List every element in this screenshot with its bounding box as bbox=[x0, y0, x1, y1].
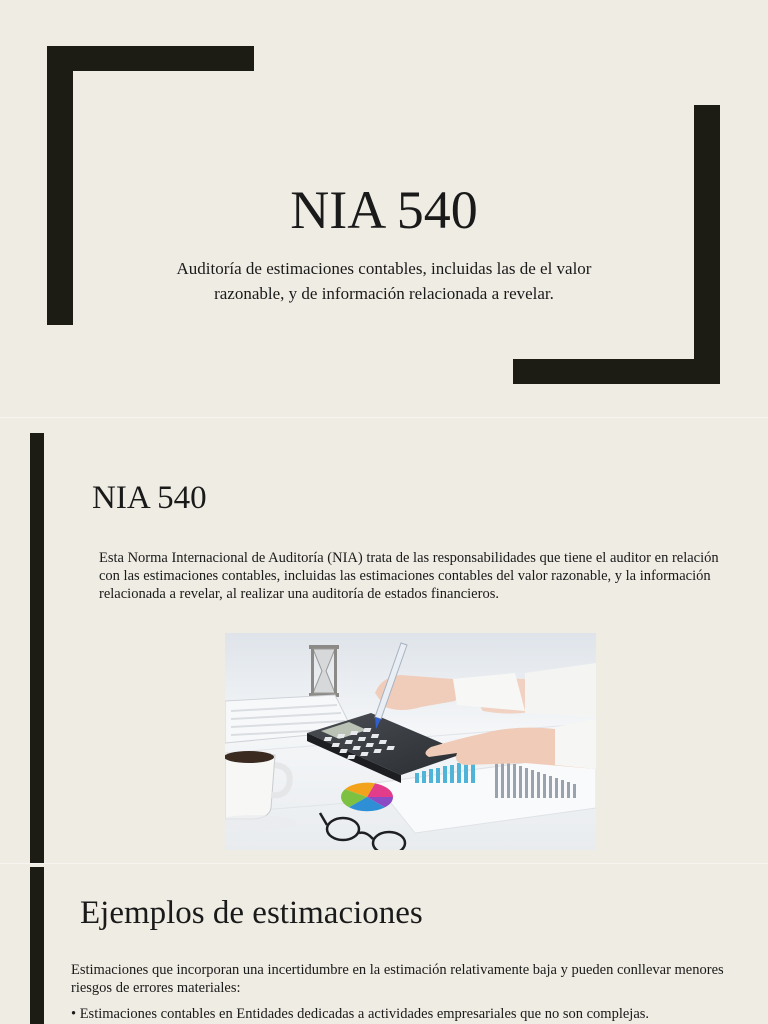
pie-chart-icon bbox=[341, 783, 393, 812]
hourglass-icon bbox=[309, 645, 339, 697]
slide-subtitle: Auditoría de estimaciones contables, incluidas las de el valor razonable, y de información relacionada a revelar. bbox=[176, 259, 592, 303]
title-slide bbox=[0, 0, 768, 418]
slide-title: NIA 540 bbox=[290, 180, 478, 240]
calculator-photo bbox=[225, 633, 596, 850]
examples-slide bbox=[0, 864, 768, 1024]
slide-title: NIA 540 bbox=[92, 480, 207, 516]
corner-bracket-bottom-right bbox=[513, 359, 720, 384]
accent-bar bbox=[30, 433, 44, 864]
definition-slide bbox=[0, 418, 768, 864]
slide-title: Ejemplos de estimaciones bbox=[80, 895, 423, 931]
accent-bar bbox=[30, 867, 44, 1024]
slide-body-text: Estimaciones que incorporan una incertidumbre en la estimación relativamente baja y pueden conllevar menores riesgos de errores materiales: bbox=[71, 962, 724, 996]
corner-bracket-bottom-right-vertical bbox=[694, 105, 720, 384]
slide-body-text: Esta Norma Internacional de Auditoría (NIA) trata de las responsabilidades que tiene el auditor en relación con las estimaciones contables, incluidas las estimaciones contables del valor razonable, y la información relacionada a revelar, al realizar una auditoría de estados financieros. bbox=[99, 550, 719, 602]
list-item: • Estimaciones contables en Entidades dedicadas a actividades empresariales que no son complejas. bbox=[71, 1006, 650, 1022]
corner-bracket-top-left bbox=[47, 46, 254, 71]
